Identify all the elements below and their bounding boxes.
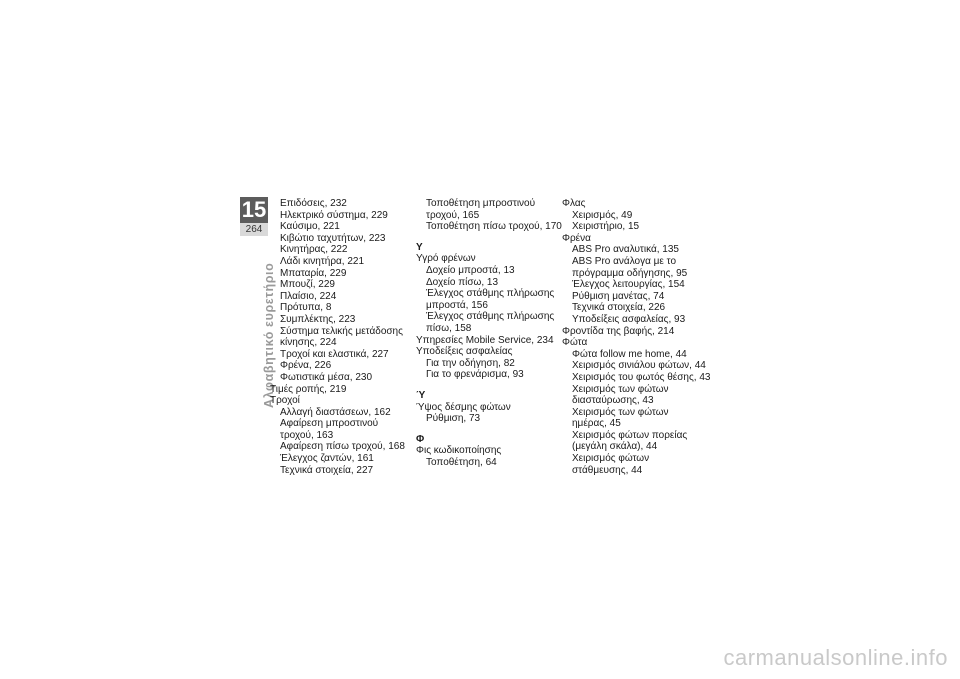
index-subentry: Κινητήρας, 222 bbox=[280, 244, 348, 256]
index-subentry: Μπουζί, 229 bbox=[280, 279, 335, 291]
index-subentry: Χειρισμός, 49 bbox=[572, 209, 633, 221]
index-subentry: ABS Pro αναλυτικά, 135 bbox=[572, 244, 679, 256]
index-subentry: Έλεγχος στάθμης πλήρωσης bbox=[426, 288, 555, 300]
watermark: carmanualsonline.info bbox=[723, 645, 948, 670]
index-letter-heading: Φ bbox=[416, 433, 425, 445]
index-entry: Φρένα bbox=[562, 232, 591, 244]
index-subentry: Φρένα, 226 bbox=[280, 360, 332, 372]
index-subentry: Για το φρενάρισμα, 93 bbox=[426, 369, 524, 381]
index-subentry: Τοποθέτηση μπροστινού bbox=[426, 198, 536, 209]
index-subentry: Έλεγχος στάθμης πλήρωσης bbox=[426, 311, 555, 323]
index-subentry: Τεχνικά στοιχεία, 226 bbox=[572, 302, 666, 314]
index-entry: Υγρό φρένων bbox=[416, 253, 476, 265]
index-letter-heading: Υ bbox=[416, 241, 423, 253]
index-subentry: Αφαίρεση μπροστινού bbox=[280, 418, 379, 430]
index-subentry: ABS Pro ανάλογα με το bbox=[572, 255, 677, 267]
index-subentry: πίσω, 158 bbox=[426, 322, 472, 334]
index-subentry: Έλεγχος ζαντών, 161 bbox=[280, 453, 374, 465]
index-subentry: Σύστημα τελικής μετάδοσης bbox=[280, 325, 403, 337]
index-subentry: Αφαίρεση πίσω τροχού, 168 bbox=[280, 441, 405, 453]
index-subentry: Δοχείο πίσω, 13 bbox=[426, 276, 499, 288]
index-subentry: Δοχείο μπροστά, 13 bbox=[426, 264, 515, 276]
index-subentry: Τοποθέτηση πίσω τροχού, 170 bbox=[426, 221, 562, 233]
chapter-number: 15 bbox=[241, 197, 267, 222]
index-entry: Ύψος δέσμης φώτων bbox=[416, 401, 511, 413]
index-subentry: Χειριστήριο, 15 bbox=[572, 221, 640, 233]
index-column-3 bbox=[562, 198, 712, 476]
index-subentry: Ρύθμιση, 73 bbox=[426, 413, 481, 425]
index-subentry: Χειρισμός σινιάλου φώτων, 44 bbox=[572, 360, 706, 372]
index-subentry: Τοποθέτηση, 64 bbox=[426, 456, 497, 468]
index-subentry: Πρότυπα, 8 bbox=[280, 302, 332, 314]
index-subentry: Πλαίσιο, 224 bbox=[280, 290, 337, 302]
index-subentry: Τροχοί και ελαστικά, 227 bbox=[280, 348, 389, 360]
index-subentry: Επιδόσεις, 232 bbox=[280, 198, 347, 209]
index-column-2 bbox=[416, 198, 566, 468]
index-subentry: Χειρισμός των φώτων bbox=[572, 406, 669, 418]
index-entry: Τιμές ροπής, 219 bbox=[270, 383, 347, 395]
index-subentry: Υποδείξεις ασφαλείας, 93 bbox=[572, 313, 686, 325]
index-subentry: Φωτιστικά μέσα, 230 bbox=[280, 371, 373, 383]
index-entry: Φις κωδικοποίησης bbox=[416, 445, 502, 457]
index-entry: Φροντίδα της βαφής, 214 bbox=[562, 325, 675, 337]
index-subentry: Έλεγχος λειτουργίας, 154 bbox=[572, 279, 685, 291]
index-subentry: Χειρισμός φώτων bbox=[572, 453, 650, 465]
index-subentry: τροχού, 165 bbox=[426, 209, 480, 221]
index-subentry: Τεχνικά στοιχεία, 227 bbox=[280, 464, 374, 476]
index-subentry: (μεγάλη σκάλα), 44 bbox=[572, 441, 658, 453]
index-entry: Φώτα bbox=[562, 337, 588, 349]
index-subentry: μπροστά, 156 bbox=[426, 299, 488, 311]
chapter-tab bbox=[240, 197, 268, 237]
side-section-title: Αλφαβητικό ευρετήριο bbox=[262, 262, 276, 408]
index-subentry: Καύσιμο, 221 bbox=[280, 221, 340, 233]
index-subentry: Συμπλέκτης, 223 bbox=[280, 313, 356, 325]
index-subentry: Ηλεκτρικό σύστημα, 229 bbox=[280, 209, 388, 221]
index-subentry: Χειρισμός φώτων πορείας bbox=[572, 429, 688, 441]
index-subentry: πρόγραμμα οδήγησης, 95 bbox=[572, 267, 688, 279]
index-letter-heading: Ύ bbox=[416, 389, 426, 401]
index-entry: Τροχοί bbox=[270, 395, 300, 407]
index-subentry: Ρύθμιση μανέτας, 74 bbox=[572, 290, 665, 302]
page-number: 264 bbox=[240, 223, 268, 236]
index-column-1 bbox=[270, 198, 420, 476]
index-subentry: Χειρισμός των φώτων bbox=[572, 383, 669, 395]
index-subentry: Κιβώτιο ταχυτήτων, 223 bbox=[280, 232, 386, 244]
index-entry: Φλας bbox=[562, 198, 586, 209]
index-subentry: Για την οδήγηση, 82 bbox=[426, 357, 515, 369]
index-subentry: τροχού, 163 bbox=[280, 429, 334, 441]
index-subentry: Μπαταρία, 229 bbox=[280, 267, 347, 279]
index-subentry: Αλλαγή διαστάσεων, 162 bbox=[280, 406, 391, 418]
index-subentry: κίνησης, 224 bbox=[280, 337, 337, 349]
index-entry: Υποδείξεις ασφαλείας bbox=[416, 346, 513, 358]
index-subentry: Φώτα follow me home, 44 bbox=[572, 348, 687, 360]
index-subentry: Λάδι κινητήρα, 221 bbox=[280, 255, 365, 267]
index-subentry: διασταύρωσης, 43 bbox=[572, 395, 654, 407]
index-entry: Υπηρεσίες Mobile Service, 234 bbox=[416, 334, 554, 346]
index-subentry: ημέρας, 45 bbox=[572, 418, 621, 430]
index-subentry: στάθμευσης, 44 bbox=[572, 464, 643, 476]
index-subentry: Χειρισμός του φωτός θέσης, 43 bbox=[572, 371, 711, 383]
